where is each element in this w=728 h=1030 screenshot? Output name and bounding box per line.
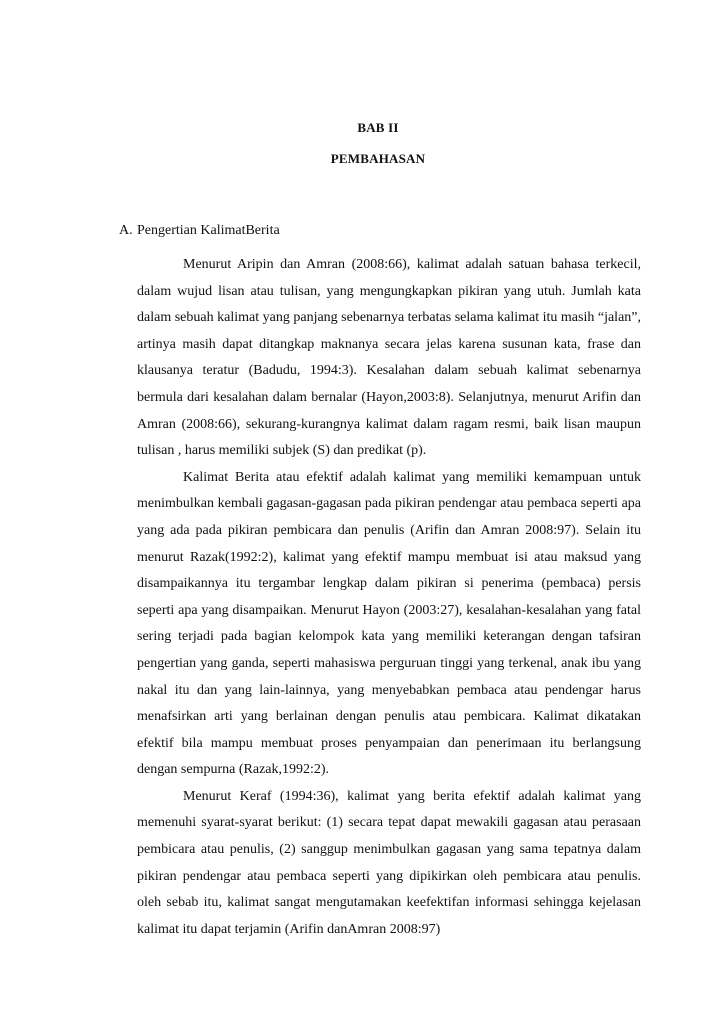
section-title-text: Pengertian KalimatBerita [137,223,280,238]
paragraph-2: Kalimat Berita atau efektif adalah kalimat yang memiliki kemampuan untuk menimbulkan kembali gagasan-gagasan pada pikiran pendengar atau pembaca seperti apa yang ada pada pikiran pembicara dan penulis (Arifin dan Amran 2008:97). Selain itu menurut Razak(1992:2), kalimat yang efektif mampu membuat isi atau maksud yang disampaikannya itu tergambar lengkap dalam pikiran si penerima (pembaca) persis seperti apa yang disampaikan. Menurut Hayon (2003:27), kesalahan-kesalahan yang fatal sering terjadi pada bagian kelompok kata yang memiliki keterangan dengan tafsiran pengertian yang ganda, seperti mahasiswa perguruan tinggi yang terkenal, anak ibu yang nakal itu dan yang lain-lainnya, yang menyebabkan pembaca atau pendengar harus menafsirkan arti yang berlainan dengan penulis atau pembicara. Kalimat dikatakan efektif bila mampu membuat proses penyampaian dan penerimaan itu berlangsung dengan sempurna (Razak,1992:2). [137,469,641,778]
section-heading [119,223,280,239]
chapter-title: PEMBAHASAN [330,151,426,166]
chapter-heading: BAB II [357,120,399,135]
paragraph-3: Menurut Keraf (1994:36), kalimat yang berita efektif adalah kalimat yang memenuhi syarat-syarat berikut: (1) secara tepat dapat mewakili gagasan atau perasaan pembicara atau penulis, (2) sanggup menimbulkan gagasan yang sama tepatnya dalam pikiran pendengar atau pembaca seperti yang dipikirkan oleh pembicara atau penulis. oleh sebab itu, kalimat sangat mengutamakan keefektifan informasi sehingga kejelasan kalimat itu dapat terjamin (Arifin danAmran 2008:97) [137,788,641,937]
paragraph-1: Menurut Aripin dan Amran (2008:66), kalimat adalah satuan bahasa terkecil, dalam wujud lisan atau tulisan, yang mengungkapkan pikiran yang utuh. Jumlah kata dalam sebuah kalimat yang panjang sebenarnya terbatas selama kalimat itu masih “jalan”, artinya masih dapat ditangkap maknanya secara jelas karena susunan kata, frase dan klausanya teratur (Badudu, 1994:3). Kesalahan dalam sebuah kalimat sebenarnya bermula dari kesalahan dalam bernalar (Hayon,2003:8). Selanjutnya, menurut Arifin dan Amran (2008:66), sekurang-kurangnya kalimat dalam ragam resmi, baik lisan maupun tulisan , harus memiliki subjek (S) dan predikat (p). [137,257,641,459]
body-text [137,252,641,943]
section-marker: A. [119,223,133,238]
